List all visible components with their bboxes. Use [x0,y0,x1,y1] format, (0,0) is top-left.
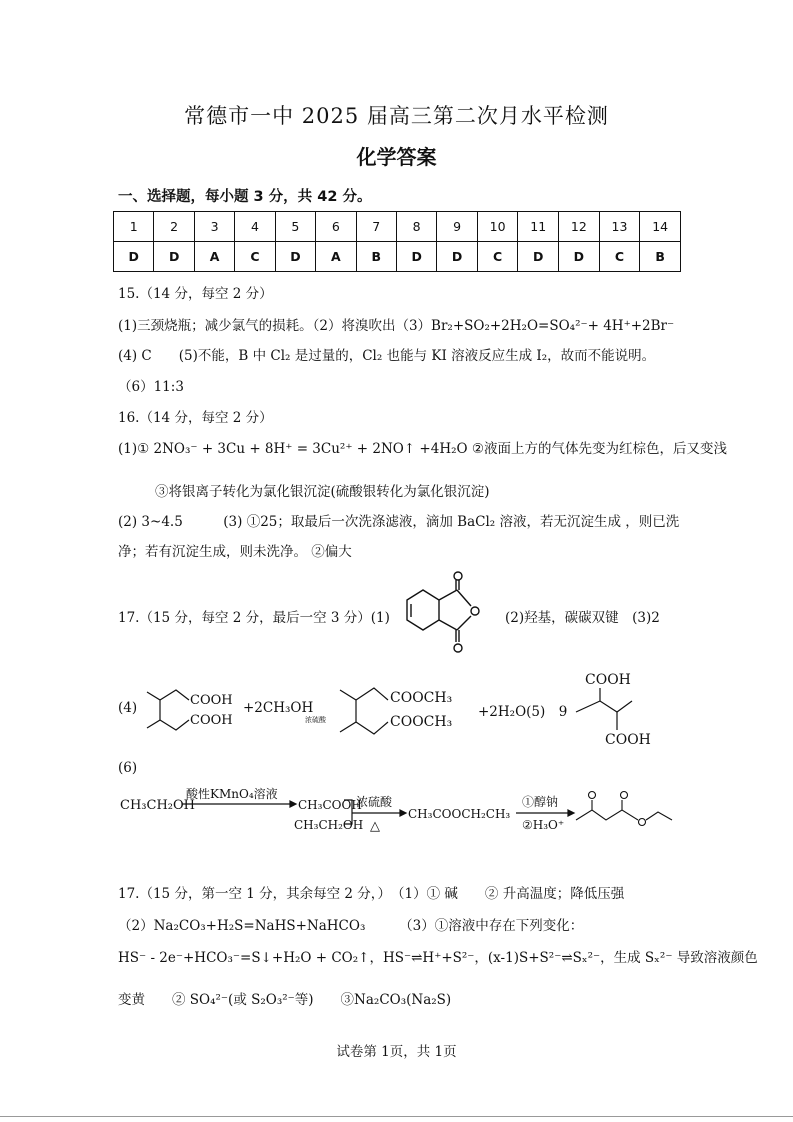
q17-p4-tail: +2H₂O(5) 9 [478,704,568,720]
page-subtitle: 化学答案 [356,145,437,169]
question-number-cell: 4 [235,212,275,242]
reagent-text: +2CH₃OH [243,700,314,716]
q17b-line: （2）Na₂CO₃+H₂S=NaHS+NaHCO₃ （3）①溶液中存在下列变化： [118,918,584,934]
q17-heading: 17.（15 分，每空 2 分，最后一空 3 分）(1) [118,610,390,626]
q17b-heading: 17.（15 分，第一空 1 分，其余每空 2 分，） （1）① 碱 ② 升高温度；降低压强 [118,886,625,902]
q16-line: ③将银离子转化为氯化银沉淀(硫酸银转化为氯化银沉淀) [155,484,490,500]
isomer-structure [570,668,670,748]
q15-heading: 15.（14 分，每空 2 分） [118,286,273,302]
answer-cell: D [437,242,477,272]
answer-cell: D [275,242,315,272]
question-number-cell: 5 [275,212,315,242]
question-number-cell: 3 [194,212,234,242]
question-number-cell: 1 [114,212,154,242]
group-label: COOH [190,713,233,728]
scheme-acid: CH₃COOH [298,798,362,812]
product-structure [576,792,672,826]
answer-cell: D [518,242,559,272]
question-number-row [114,212,681,242]
group-label: COOCH₃ [390,714,453,730]
answer-cell: C [235,242,275,272]
question-number-cell: 10 [477,212,518,242]
question-number-cell: 7 [356,212,396,242]
answer-cell: A [194,242,234,272]
question-number-cell: 6 [316,212,356,242]
page-footer: 试卷第 1页，共 1页 [336,1044,457,1060]
condition-text: 浓硫酸 [305,716,326,724]
anhydride-structure [395,568,485,660]
scheme-step3-top: ①醇钠 [522,795,559,809]
answer-cell: D [559,242,600,272]
q16-line: 净；若有沉淀生成，则未洗净。 ②偏大 [118,544,352,560]
answer-row [114,242,681,272]
q17b-line: 变黄 ② SO₄²⁻(或 S₂O₃²⁻等) ③Na₂CO₃(Na₂S) [118,992,452,1008]
answer-cell: D [396,242,436,272]
synthesis-scheme [118,782,688,842]
group-label: COOH [605,732,651,748]
section-heading: 一、选择题，每小题 3 分，共 42 分。 [118,189,372,205]
q17-p4-label: (4) [118,700,138,716]
q16-line: (2) 3~4.5 (3) ①25；取最后一次洗涤滤液，滴加 BaCl₂ 溶液，若无沉淀生成 ，则已洗 [118,514,680,530]
answer-cell: D [154,242,194,272]
question-number-cell: 2 [154,212,194,242]
answer-cell: B [356,242,396,272]
scheme-start: CH₃CH₂OH [120,798,195,813]
group-label: COOH [585,672,631,688]
q16-heading: 16.（14 分，每空 2 分） [118,410,273,426]
q17b-line: HS⁻ - 2e⁻+HCO₃⁻=S↓+H₂O + CO₂↑，HS⁻⇌H⁺+S²⁻，(x-1)S+S²⁻⇌Sₓ²⁻，生成 Sₓ²⁻ 导致溶液颜色 [118,950,758,966]
scheme-step3-bottom: ②H₃O⁺ [522,818,565,832]
answer-cell: C [477,242,518,272]
scheme-step2-top: 浓硫酸 [356,795,393,809]
question-number-cell: 13 [599,212,640,242]
diester-structure [338,680,478,740]
question-number-cell: 9 [437,212,477,242]
answer-cell: B [640,242,681,272]
scheme-step2-bottom: △ [370,819,380,834]
q15-line: (4) C (5)不能，B 中 Cl₂ 是过量的，Cl₂ 也能与 KI 溶液反应生成 I₂，故而不能说明。 [118,348,656,364]
q17-part2: (2)羟基，碳碳双键 (3)2 [505,610,660,626]
scheme-ester: CH₃COOCH₂CH₃ [408,807,511,821]
answer-table [113,211,681,272]
q15-line: (1)三颈烧瓶；减少氯气的损耗。（2）将溴吹出（3）Br₂+SO₂+2H₂O=SO₄²⁻+ 4H⁺+2Br⁻ [118,318,675,334]
scheme-step1: 酸性KMnO₄溶液 [186,787,278,801]
question-number-cell: 14 [640,212,681,242]
q17-p6-label: (6) [118,760,138,776]
page-title: 常德市一中 2025 届高三第二次月水平检测 [184,104,609,128]
scheme-alcohol: CH₃CH₂OH [294,818,364,832]
q16-line: (1)① 2NO₃⁻ + 3Cu + 8H⁺ = 3Cu²⁺ + 2NO↑ +4H₂O ②液面上方的气体先变为红棕色，后又变浅 [118,441,727,457]
question-number-cell: 11 [518,212,559,242]
question-number-cell: 12 [559,212,600,242]
q15-line: （6）11:3 [118,379,184,395]
diacid-structure [145,680,255,736]
divider [0,1116,793,1117]
group-label: COOH [190,693,233,708]
group-label: COOCH₃ [390,690,453,706]
question-number-cell: 8 [396,212,436,242]
answer-cell: A [316,242,356,272]
answer-cell: D [114,242,154,272]
answer-cell: C [599,242,640,272]
